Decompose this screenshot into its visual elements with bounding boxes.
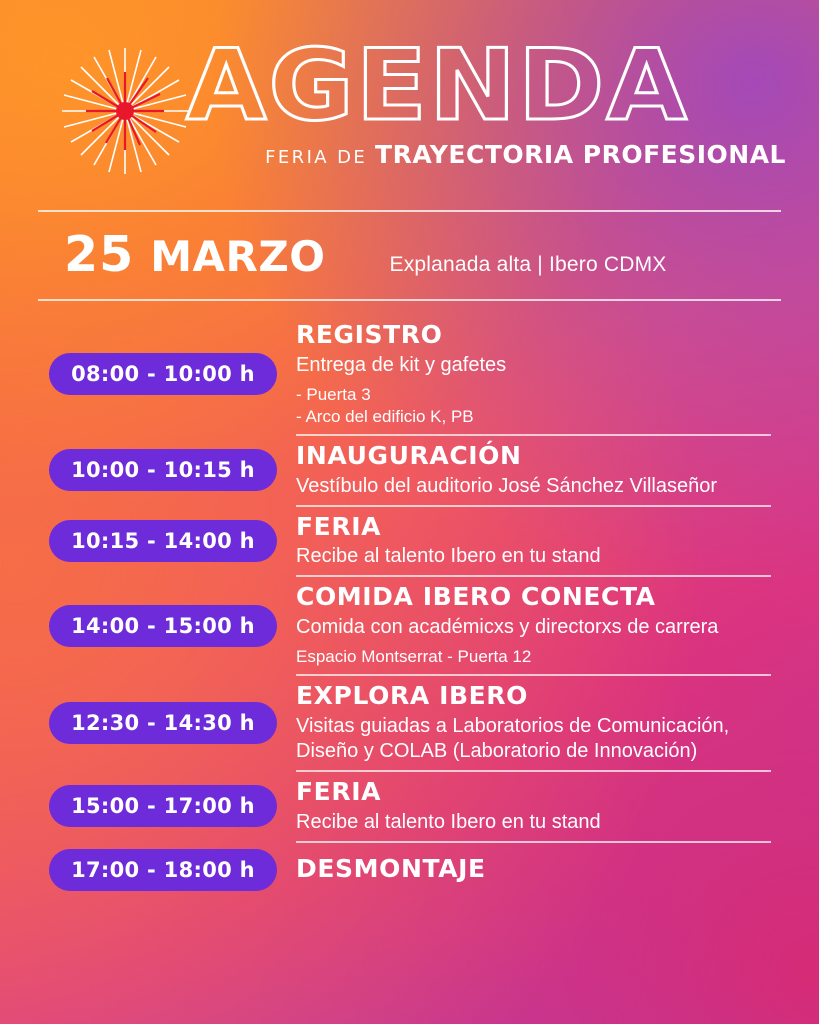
event-note: - Puerta 3 - Arco del edificio K, PB [296,384,474,426]
event-cell [288,321,781,428]
time-pill: 10:00 - 10:15 h [49,449,277,491]
title-block [186,29,806,170]
event-note: Espacio Montserrat - Puerta 12 [296,647,532,667]
event-title: FERIA [296,777,382,807]
event-cell [288,442,781,499]
date-month: MARZO [150,232,326,281]
divider-date [38,299,781,301]
time-cell [38,849,288,891]
event-description: Visitas guiadas a Laboratorios de Comunicación, Diseño y COLAB (Laboratorio de Innovación) [296,715,730,763]
event-title: COMIDA IBERO CONECTA [296,582,656,612]
event-title: EXPLORA IBERO [296,681,529,711]
event-title: INAUGURACIÓN [296,440,522,470]
schedule-row [38,843,781,897]
event-cell [288,778,781,835]
time-cell [38,605,288,647]
event-description: Recibe al talento Ibero en tu stand [296,545,601,568]
time-cell [38,785,288,827]
event-cell [288,855,781,884]
time-cell [38,520,288,562]
schedule-list [38,315,781,897]
time-pill: 12:30 - 14:30 h [49,702,277,744]
event-cell [288,682,781,764]
event-description: Comida con académicxs y directorxs de carrera [296,616,719,639]
schedule-row [38,436,781,505]
date-bar [38,212,781,299]
poster-header [38,0,786,210]
time-pill: 15:00 - 17:00 h [49,785,277,827]
time-pill: 10:15 - 14:00 h [49,520,277,562]
schedule-row [38,507,781,576]
page-title: AGENDA [186,29,689,143]
event-description: Vestíbulo del auditorio José Sánchez Villaseñor [296,474,718,497]
event-cell [288,513,781,570]
subtitle-light: FERIA DE [265,147,368,169]
schedule-row [38,772,781,841]
event-title: REGISTRO [296,320,443,349]
event-title: DESMONTAJE [296,854,486,884]
event-description: Entrega de kit y gafetes [296,353,507,376]
starburst-icon [60,46,190,176]
time-pill: 17:00 - 18:00 h [49,849,277,891]
schedule-row [38,577,781,674]
date-day: 25 [64,226,135,283]
date-place: Explanada alta | Ibero CDMX [389,253,667,276]
schedule-row [38,676,781,770]
time-cell [38,702,288,744]
event-title: FERIA [296,511,382,541]
subtitle-bold: TRAYECTORIA PROFESIONAL [375,140,786,170]
page-subtitle [186,140,786,169]
schedule-row [38,315,781,434]
event-cell [288,583,781,668]
time-pill: 14:00 - 15:00 h [49,605,277,647]
time-pill: 08:00 - 10:00 h [49,353,277,395]
event-description: Recibe al talento Ibero en tu stand [296,810,601,833]
time-cell [38,353,288,395]
time-cell [38,449,288,491]
